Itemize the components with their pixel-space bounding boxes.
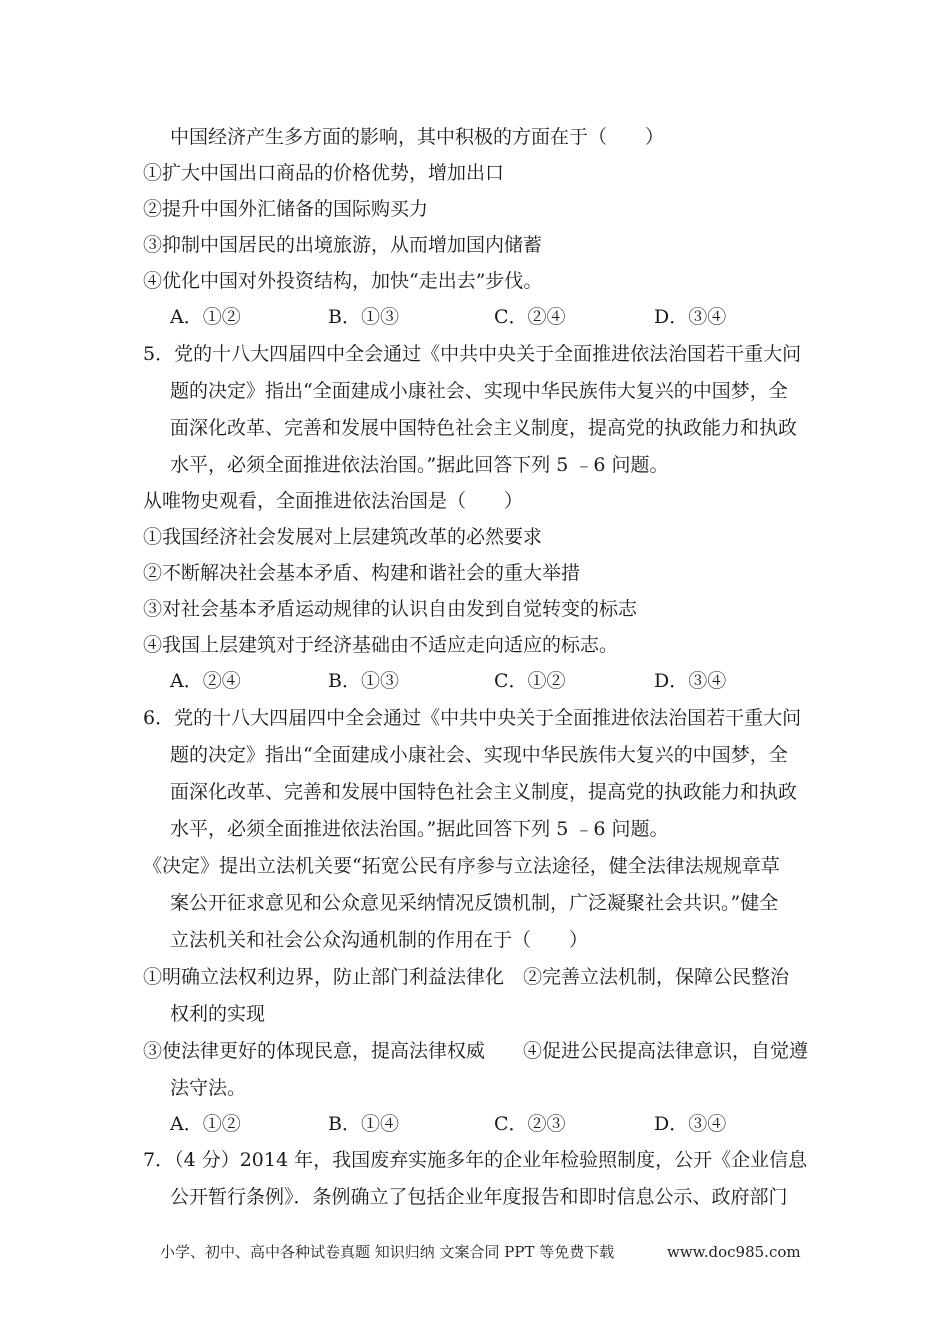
answer-option: D．③④: [654, 306, 727, 328]
text-line: ③对社会基本矛盾运动规律的认识自由发到自觉转变的标志: [143, 598, 638, 620]
answer-option: B．①④: [328, 1113, 399, 1135]
text-line: 题的决定》指出“全面建成小康社会、实现中华民族伟大复兴的中国梦，全: [170, 744, 788, 766]
answer-option: C．②④: [494, 306, 566, 328]
answer-option: C．②③: [494, 1113, 566, 1135]
text-line: ②不断解决社会基本矛盾、构建和谐社会的重大举措: [143, 562, 581, 584]
text-line: 《决定》提出立法机关要“拓宽公民有序参与立法途径，健全法律法规规章草: [143, 855, 780, 877]
text-line: 从唯物史观看，全面推进依法治国是（ ）: [143, 490, 524, 512]
answer-option: C．①②: [494, 670, 566, 692]
text-line: 7．（4 分）2014 年，我国废弃实施多年的企业年检验照制度，公开《企业信息: [143, 1149, 808, 1171]
text-line: ③使法律更好的体现民意，提高法律权威 ④促进公民提高法律意识，自觉遵: [143, 1040, 809, 1062]
text-line: ④我国上层建筑对于经济基础由不适应走向适应的标志。: [143, 634, 619, 656]
text-line: ③抑制中国居民的出境旅游，从而增加国内储蓄: [143, 234, 543, 256]
footer-link[interactable]: www.doc985.com: [667, 1243, 801, 1261]
answer-option: B．①③: [328, 306, 399, 328]
text-line: 面深化改革、完善和发展中国特色社会主义制度，提高党的执政能力和执政: [170, 417, 798, 439]
answer-option: B．①③: [328, 670, 399, 692]
footer-text: 小学、初中、高中各种试卷真题 知识归纳 文案合同 PPT 等免费下载: [160, 1243, 615, 1261]
text-line: 权利的实现: [170, 1003, 266, 1025]
text-line: 面深化改革、完善和发展中国特色社会主义制度，提高党的执政能力和执政: [170, 781, 798, 803]
text-line: 中国经济产生多方面的影响，其中积极的方面在于（ ）: [170, 126, 665, 148]
text-line: ②提升中国外汇储备的国际购买力: [143, 198, 429, 220]
text-line: 5．党的十八大四届四中全会通过《中共中央关于全面推进依法治国若干重大问: [143, 343, 802, 365]
answer-option: A．①②: [170, 1113, 241, 1135]
text-line: 法守法。: [170, 1077, 247, 1099]
text-line: 6．党的十八大四届四中全会通过《中共中央关于全面推进依法治国若干重大问: [143, 707, 802, 729]
text-line: ①我国经济社会发展对上层建筑改革的必然要求: [143, 526, 543, 548]
text-line: 公开暂行条例》．条例确立了包括企业年度报告和即时信息公示、政府部门: [170, 1186, 788, 1208]
text-line: ④优化中国对外投资结构，加快“走出去”步伐。: [143, 270, 543, 292]
answer-option: A．①②: [170, 306, 241, 328]
text-line: 题的决定》指出“全面建成小康社会、实现中华民族伟大复兴的中国梦，全: [170, 380, 788, 402]
answer-option: D．③④: [654, 1113, 727, 1135]
text-line: 案公开征求意见和公众意见采纳情况反馈机制，广泛凝聚社会共识。”健全: [170, 892, 779, 914]
text-line: 水平，必须全面推进依法治国。”据此回答下列 5 ﹣6 问题。: [170, 818, 669, 840]
answer-option: A．②④: [170, 670, 241, 692]
answer-option: D．③④: [654, 670, 727, 692]
text-line: 水平，必须全面推进依法治国。”据此回答下列 5 ﹣6 问题。: [170, 454, 669, 476]
text-line: 立法机关和社会公众沟通机制的作用在于（ ）: [170, 929, 589, 951]
text-line: ①明确立法权利边界，防止部门利益法律化 ②完善立法机制，保障公民整治: [143, 966, 790, 988]
text-line: ①扩大中国出口商品的价格优势，增加出口: [143, 162, 505, 184]
